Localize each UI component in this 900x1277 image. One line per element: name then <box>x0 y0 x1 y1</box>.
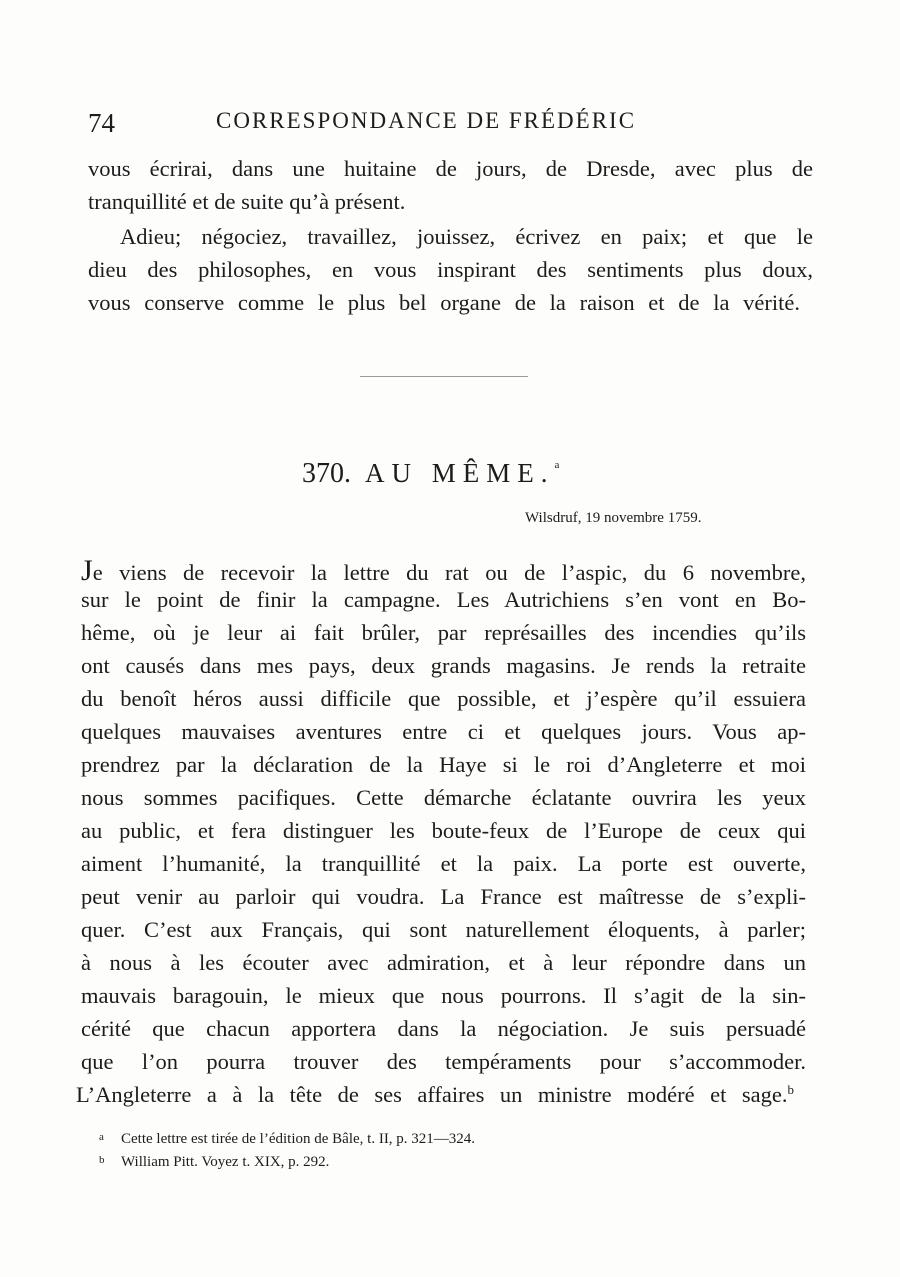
footnote-ref-a: a <box>554 459 560 471</box>
text-line: nous sommes pacifiques. Cette démarche éclatante ouvrira les yeux <box>81 785 806 810</box>
text-line: L’Angleterre a à la tête de ses affaires un ministre modéré et sage.$^b$ <box>76 1082 794 1107</box>
page-number: 74 <box>88 108 115 138</box>
letter-number: 370. <box>302 458 351 489</box>
running-head: CORRESPONDANCE DE FRÉDÉRIC <box>216 108 637 133</box>
footnote-mark: b <box>99 1154 105 1166</box>
text-line: que l’on pourra trouver des tempéraments pour s’accommoder. <box>81 1049 806 1074</box>
footnote <box>99 1131 475 1148</box>
text-line: ont causés dans mes pays, deux grands magasins. Je rends la retraite <box>81 653 806 678</box>
letter-title <box>302 458 559 490</box>
text-line: hême, où je leur ai fait brûler, par représailles des incendies qu’ils <box>81 620 806 645</box>
text-line: Adieu; négociez, travaillez, jouissez, écrivez en paix; et que le <box>120 224 813 249</box>
dateline: Wilsdruf, 19 novembre 1759. <box>525 510 702 526</box>
letter-heading: AU MÊME. <box>365 458 555 488</box>
text-line: tranquillité et de suite qu’à présent. <box>88 189 406 214</box>
text-line: prendrez par la déclaration de la Haye si le roi d’Angleterre et moi <box>81 752 806 777</box>
text-line: vous conserve comme le plus bel organe de la raison et de la vérité. <box>88 290 800 315</box>
footnote-mark: a <box>99 1131 104 1143</box>
text-line: quer. C’est aux Français, qui sont naturellement éloquents, à parler; <box>81 917 806 942</box>
text-line: cérité que chacun apportera dans la négociation. Je suis persuadé <box>81 1016 806 1041</box>
text-line: au public, et fera distinguer les boute-feux de l’Europe de ceux qui <box>81 818 806 843</box>
footnote <box>99 1154 329 1171</box>
footnote-text: Cette lettre est tirée de l’édition de Bâle, t. II, p. 321—324. <box>121 1131 476 1147</box>
text-line: peut venir au parloir qui voudra. La France est maîtresse de s’expli- <box>81 884 806 909</box>
text-line: à nous à les écouter avec admiration, et à leur répondre dans un <box>81 950 806 975</box>
text-line: dieu des philosophes, en vous inspirant des sentiments plus doux, <box>88 257 813 282</box>
text-line: du benoît héros aussi difficile que possible, et j’espère qu’il essuiera <box>81 686 806 711</box>
footnote-ref-b: b <box>787 1082 794 1097</box>
text-line: mauvais baragouin, le mieux que nous pourrons. Il s’agit de la sin- <box>81 983 806 1008</box>
section-divider <box>360 376 528 377</box>
text-line: vous écrirai, dans une huitaine de jours, de Dresde, avec plus de <box>88 156 813 181</box>
footnote-text: William Pitt. Voyez t. XIX, p. 292. <box>121 1154 330 1170</box>
drop-letter: J <box>81 554 93 587</box>
text-line: quelques mauvaises aventures entre ci et quelques jours. Vous ap- <box>81 719 806 744</box>
text-line: sur le point de finir la campagne. Les Autrichiens s’en vont en Bo- <box>81 587 806 612</box>
text-line: Je viens de recevoir la lettre du rat ou de l’aspic, du 6 novembre, <box>81 554 806 587</box>
text-line: aiment l’humanité, la tranquillité et la paix. La porte est ouverte, <box>81 851 806 876</box>
